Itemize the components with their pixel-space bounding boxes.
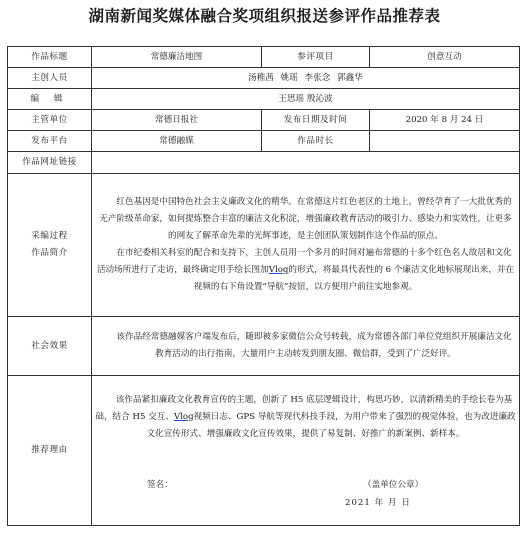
reason-text-b: 视频日志、GPS 导航等现代科技手段，为用户带来了强烈的视觉体验，也为改进廉政文化宣传形式、增强廉政文化宣传效果，提供了易复制、好推广的新案例、新样本。 <box>146 411 516 439</box>
brief-text-b: 的形式，将最具代表性的 6 个廉洁文化地标展现出来，并在视频的右下角设置“导航”按钮，以方便用户前往实地参观。 <box>193 265 515 292</box>
publish-time-value: 2020 年 8 月 24 日 <box>370 110 520 131</box>
brief-text-a: 在市纪委相关科室的配合和支持下，主创人员用一个多月的时间对遍布常德的十多个红色名人故居和文化活动场所进行了走访，最终确定用手绘长图加 <box>96 248 512 275</box>
brief-paragraph-1: 红色基因是中国特色社会主义廉政文化的精华。在常德这片红色老区的土地上，曾经孕育了一大批优秀的无产阶级革命家，如何提炼整合丰富的廉洁文化积淀，增强廉政教育活动的吸引力、感染力和实效性，让更多的网友了解革命先辈的光辉事迹，是主创团队策划制作这个作品的原点。 <box>99 197 512 241</box>
reason-text-a: 该作品紧扣廉政文化教育宣传的主题，创新了 H5 底层逻辑设计，构思巧妙，以清新精美的手绘长卷为基础，结合 H5 交互、 <box>95 394 513 422</box>
platform-value: 常德融媒 <box>92 131 262 152</box>
seal-note: （盖单位公章） <box>363 479 424 490</box>
duration-label: 作品时长 <box>262 131 370 152</box>
row-effect <box>8 317 520 376</box>
effect-paragraph: 该作品经常德融媒客户端发布后，随即被多家微信公众号转载，成为常德各部门单位党组织开展廉洁文化教育活动的出行指南，大量用户主动转发到朋友圈、微信群，受到了广泛好评。 <box>116 332 512 359</box>
platform-label: 发布平台 <box>8 131 92 152</box>
row-creators <box>8 68 520 89</box>
reason-paragraph <box>95 392 516 443</box>
brief-label <box>8 174 92 317</box>
url-label: 作品网址链接 <box>8 152 92 174</box>
publish-time-label: 发布日期及时间 <box>262 110 370 131</box>
signature-label: 签名： <box>147 479 173 490</box>
effect-content <box>92 317 520 376</box>
brief-label-line1: 采编过程 <box>31 231 68 242</box>
effect-label: 社会效果 <box>8 317 92 376</box>
editors-value: 王思瑶 殷沁波 <box>92 89 520 110</box>
creators-value: 汤稚茜 姚瑶 李张念 郭鑫华 <box>92 68 520 89</box>
recommendation-form-table <box>7 46 520 526</box>
editors-label: 编 辑 <box>8 89 92 110</box>
brief-content <box>92 174 520 317</box>
row-editors <box>8 89 520 110</box>
row-brief <box>8 174 520 317</box>
row-org <box>8 110 520 131</box>
row-work-title <box>8 47 520 68</box>
creators-label: 主创人员 <box>8 68 92 89</box>
reason-content <box>92 376 520 526</box>
page-title: 湖南新闻奖媒体融合奖项组织报送参评作品推荐表 <box>88 7 441 25</box>
category-value: 创意互动 <box>370 47 520 68</box>
row-platform <box>8 131 520 152</box>
duration-value <box>370 131 520 152</box>
sign-date: 2021 年 月 日 <box>345 497 411 508</box>
org-label: 主管单位 <box>8 110 92 131</box>
work-title-value: 常德廉洁地图 <box>92 47 262 68</box>
work-title-label: 作品标题 <box>8 47 92 68</box>
row-reason <box>8 376 520 526</box>
category-label: 参评项目 <box>262 47 370 68</box>
row-url <box>8 152 520 174</box>
reason-label: 推荐理由 <box>8 376 92 526</box>
brief-label-line2: 作品简介 <box>31 248 68 258</box>
brief-paragraph-2 <box>95 245 516 296</box>
vlog-term: Vlog <box>268 265 289 275</box>
reason-block <box>95 392 516 510</box>
org-value: 常德日报社 <box>92 110 262 131</box>
vlog-term: Vlog <box>173 411 194 422</box>
url-value <box>92 152 520 174</box>
